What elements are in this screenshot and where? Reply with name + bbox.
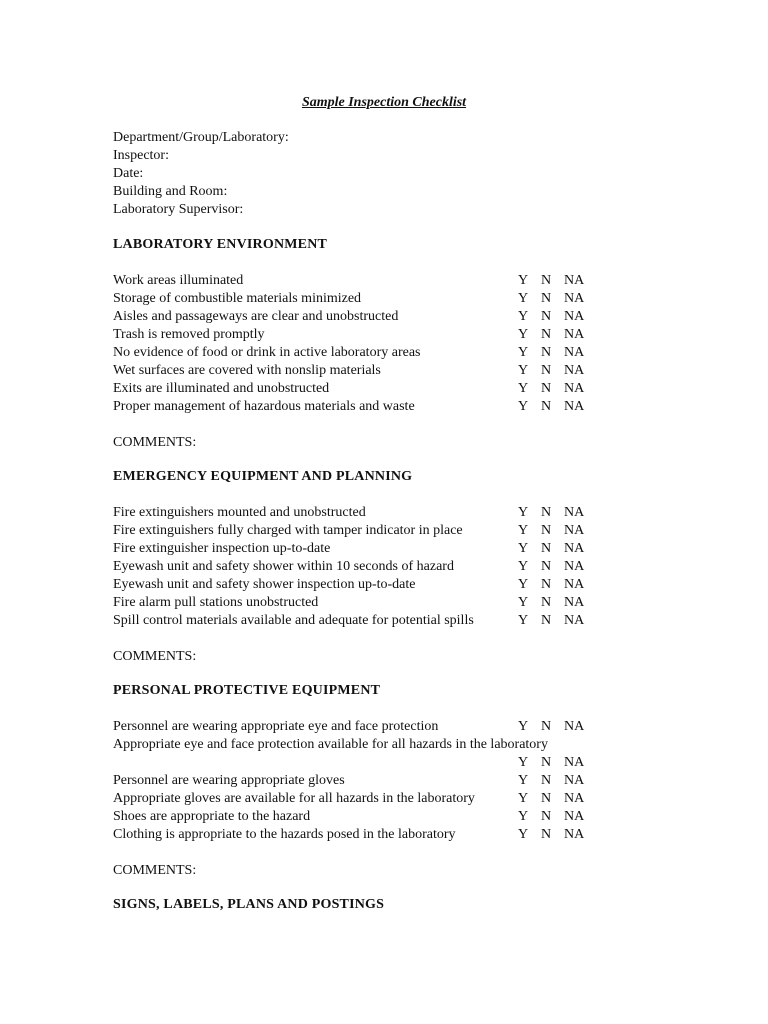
ynna-options [518, 272, 593, 290]
option-y[interactable]: Y [518, 291, 529, 306]
ynna-options [518, 398, 593, 416]
checklist-item [113, 612, 593, 630]
option-na[interactable]: NA [564, 363, 585, 378]
section-heading: PERSONAL PROTECTIVE EQUIPMENT [113, 683, 381, 698]
option-n[interactable]: N [541, 773, 552, 788]
checklist-item [113, 736, 593, 772]
option-na[interactable]: NA [564, 827, 585, 842]
item-text: Spill control materials available and adequate for potential spills [113, 613, 474, 628]
checklist-item [113, 504, 593, 522]
option-y[interactable]: Y [518, 719, 529, 734]
option-n[interactable]: N [541, 399, 552, 414]
ynna-options [518, 826, 593, 844]
option-n[interactable]: N [541, 291, 552, 306]
option-n[interactable]: N [541, 541, 552, 556]
option-na[interactable]: NA [564, 505, 585, 520]
section-laboratory-environment [113, 236, 593, 452]
option-na[interactable]: NA [564, 595, 585, 610]
checklist-item [113, 790, 593, 808]
comments-label: COMMENTS: [113, 649, 197, 664]
section-personal-protective-equipment [113, 682, 593, 880]
option-y[interactable]: Y [518, 773, 529, 788]
ynna-options [518, 326, 593, 344]
option-y[interactable]: Y [518, 791, 529, 806]
checklist-items [113, 504, 593, 630]
checklist-item [113, 808, 593, 826]
option-na[interactable]: NA [564, 791, 585, 806]
section-emergency-equipment [113, 468, 593, 666]
comments-label: COMMENTS: [113, 435, 197, 450]
option-na[interactable]: NA [564, 399, 585, 414]
section-heading: LABORATORY ENVIRONMENT [113, 237, 328, 252]
option-n[interactable]: N [541, 577, 552, 592]
item-text: Fire extinguishers mounted and unobstructed [113, 505, 366, 520]
option-na[interactable]: NA [564, 273, 585, 288]
option-na[interactable]: NA [564, 559, 585, 574]
item-text: Eyewash unit and safety shower inspection up-to-date [113, 577, 416, 592]
ynna-options [518, 504, 593, 522]
option-na[interactable]: NA [564, 809, 585, 824]
option-n[interactable]: N [541, 595, 552, 610]
item-text: Wet surfaces are covered with nonslip materials [113, 363, 381, 378]
field-supervisor: Laboratory Supervisor: [113, 202, 244, 217]
ynna-options [518, 558, 593, 576]
option-y[interactable]: Y [518, 559, 529, 574]
checklist-item [113, 290, 593, 308]
checklist-item [113, 826, 593, 844]
option-n[interactable]: N [541, 523, 552, 538]
option-n[interactable]: N [541, 827, 552, 842]
section-heading: EMERGENCY EQUIPMENT AND PLANNING [113, 469, 413, 484]
option-n[interactable]: N [541, 309, 552, 324]
item-text: Proper management of hazardous materials and waste [113, 399, 415, 414]
item-text: Exits are illuminated and unobstructed [113, 381, 330, 396]
ynna-options [518, 290, 593, 308]
ynna-options [518, 362, 593, 380]
ynna-options [518, 522, 593, 540]
option-y[interactable]: Y [518, 613, 529, 628]
item-text: Appropriate gloves are available for all hazards in the laboratory [113, 791, 475, 806]
comments-label: COMMENTS: [113, 863, 197, 878]
item-text: Personnel are wearing appropriate gloves [113, 773, 345, 788]
ynna-options [518, 540, 593, 558]
ynna-options [518, 308, 593, 326]
option-na[interactable]: NA [564, 773, 585, 788]
ynna-options [518, 772, 593, 790]
option-y[interactable]: Y [518, 273, 529, 288]
item-text: Clothing is appropriate to the hazards posed in the laboratory [113, 827, 456, 842]
ynna-options [518, 790, 593, 808]
option-y[interactable]: Y [518, 399, 529, 414]
ynna-options [518, 808, 593, 826]
field-date: Date: [113, 166, 144, 181]
item-text: Fire extinguishers fully charged with tamper indicator in place [113, 523, 463, 538]
checklist-item [113, 362, 593, 380]
field-building-room: Building and Room: [113, 184, 228, 199]
section-signs-labels [113, 896, 593, 914]
option-na[interactable]: NA [564, 309, 585, 324]
option-na[interactable]: NA [564, 327, 585, 342]
ynna-options [518, 754, 593, 772]
option-n[interactable]: N [541, 755, 552, 770]
item-text: Work areas illuminated [113, 273, 244, 288]
option-y[interactable]: Y [518, 577, 529, 592]
item-text: Aisles and passageways are clear and unobstructed [113, 309, 399, 324]
page-title: Sample Inspection Checklist [301, 95, 467, 110]
checklist-item [113, 398, 593, 416]
item-text: Shoes are appropriate to the hazard [113, 809, 311, 824]
option-n[interactable]: N [541, 505, 552, 520]
option-y[interactable]: Y [518, 381, 529, 396]
item-text: Eyewash unit and safety shower within 10 seconds of hazard [113, 559, 454, 574]
option-n[interactable]: N [541, 809, 552, 824]
option-y[interactable]: Y [518, 827, 529, 842]
option-n[interactable]: N [541, 363, 552, 378]
option-y[interactable]: Y [518, 595, 529, 610]
checklist-item [113, 576, 593, 594]
checklist-item [113, 558, 593, 576]
checklist-item [113, 272, 593, 290]
ynna-options [518, 344, 593, 362]
option-y[interactable]: Y [518, 541, 529, 556]
checklist-item [113, 772, 593, 790]
option-y[interactable]: Y [518, 523, 529, 538]
checklist-item [113, 522, 593, 540]
header-fields [113, 129, 289, 219]
option-na[interactable]: NA [564, 755, 585, 770]
checklist-item [113, 308, 593, 326]
ynna-options [518, 594, 593, 612]
checklist-items [113, 272, 593, 416]
item-text: Storage of combustible materials minimized [113, 291, 362, 306]
checklist-item [113, 718, 593, 736]
field-department: Department/Group/Laboratory: [113, 130, 289, 145]
option-na[interactable]: NA [564, 577, 585, 592]
option-na[interactable]: NA [564, 719, 585, 734]
item-text: No evidence of food or drink in active laboratory areas [113, 345, 421, 360]
item-text: Fire alarm pull stations unobstructed [113, 595, 319, 610]
option-na[interactable]: NA [564, 523, 585, 538]
option-y[interactable]: Y [518, 809, 529, 824]
item-text: Personnel are wearing appropriate eye and face protection [113, 719, 439, 734]
ynna-options [518, 380, 593, 398]
option-n[interactable]: N [541, 791, 552, 806]
item-text: Trash is removed promptly [113, 327, 265, 342]
option-n[interactable]: N [541, 381, 552, 396]
option-n[interactable]: N [541, 273, 552, 288]
ynna-options [518, 612, 593, 630]
option-y[interactable]: Y [518, 345, 529, 360]
item-text: Appropriate eye and face protection available for all hazards in the laboratory [113, 737, 548, 752]
option-n[interactable]: N [541, 559, 552, 574]
checklist-item [113, 326, 593, 344]
option-y[interactable]: Y [518, 327, 529, 342]
option-na[interactable]: NA [564, 381, 585, 396]
option-na[interactable]: NA [564, 345, 585, 360]
checklist-item [113, 540, 593, 558]
option-n[interactable]: N [541, 719, 552, 734]
checklist-items [113, 718, 593, 844]
option-n[interactable]: N [541, 327, 552, 342]
ynna-options [518, 718, 593, 736]
option-y[interactable]: Y [518, 309, 529, 324]
ynna-options [518, 576, 593, 594]
option-y[interactable]: Y [518, 363, 529, 378]
option-n[interactable]: N [541, 345, 552, 360]
option-na[interactable]: NA [564, 541, 585, 556]
checklist-item [113, 380, 593, 398]
option-n[interactable]: N [541, 613, 552, 628]
option-na[interactable]: NA [564, 613, 585, 628]
option-y[interactable]: Y [518, 755, 529, 770]
field-inspector: Inspector: [113, 148, 169, 163]
checklist-item [113, 594, 593, 612]
option-y[interactable]: Y [518, 505, 529, 520]
checklist-item [113, 344, 593, 362]
section-heading: SIGNS, LABELS, PLANS AND POSTINGS [113, 897, 385, 912]
item-text: Fire extinguisher inspection up-to-date [113, 541, 331, 556]
option-na[interactable]: NA [564, 291, 585, 306]
